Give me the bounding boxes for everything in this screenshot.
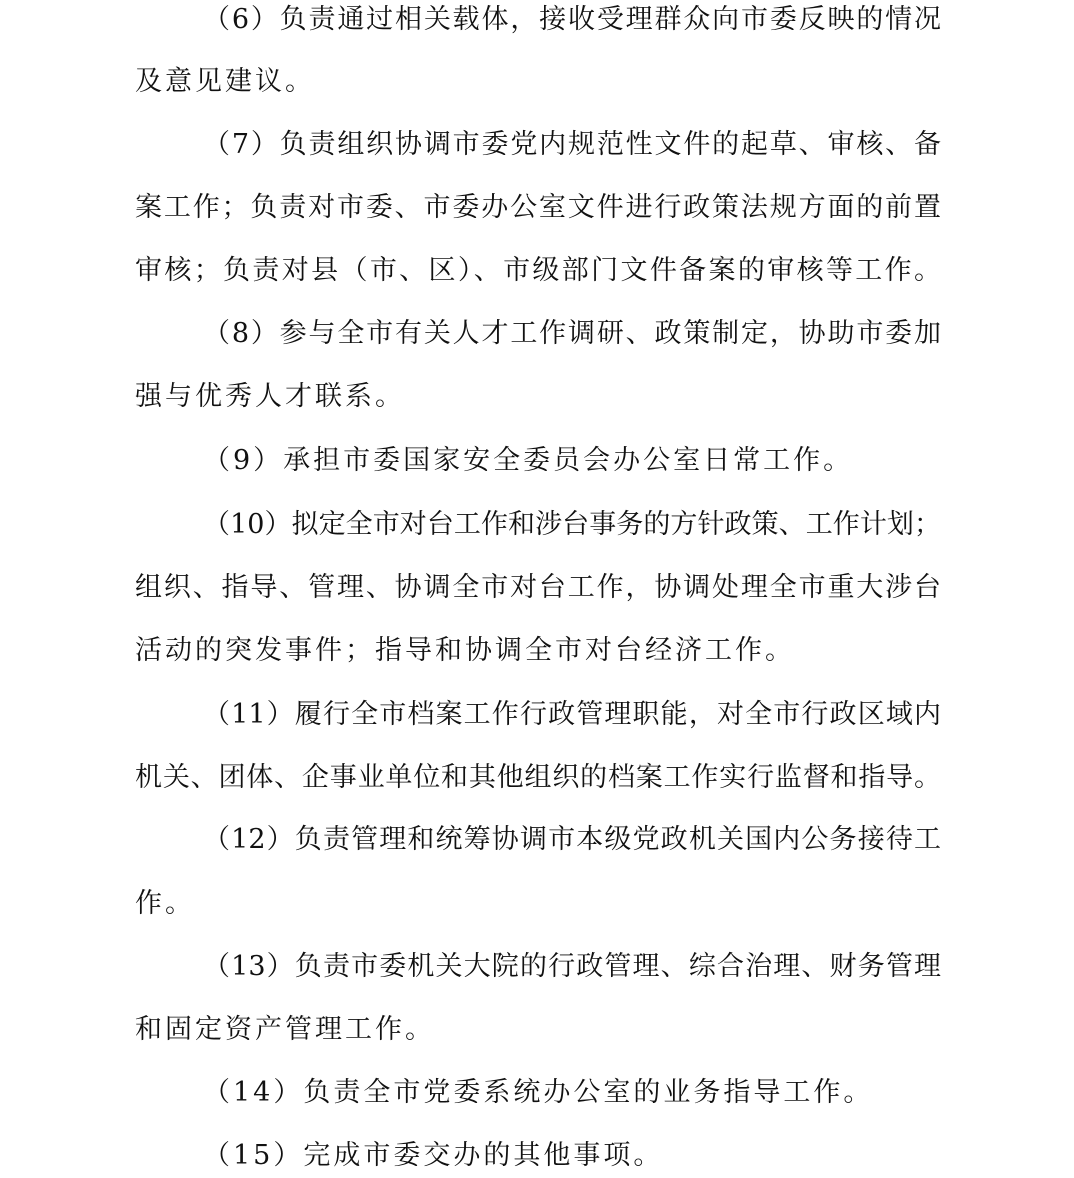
paragraph-10-line-3: 活动的突发事件；指导和协调全市对台经济工作。 bbox=[135, 635, 795, 666]
paragraph-13-line-2: 和固定资产管理工作。 bbox=[135, 1014, 435, 1045]
paragraph-6-line-2: 及意见建议。 bbox=[135, 66, 315, 97]
paragraph-8-line-1: （8）参与全市有关人才工作调研、政策制定，协助市委加 bbox=[203, 318, 941, 349]
paragraph-10-line-1: （10）拟定全市对台工作和涉台事务的方针政策、工作计划； bbox=[203, 509, 941, 540]
paragraph-7-line-1: （7）负责组织协调市委党内规范性文件的起草、审核、备 bbox=[203, 129, 941, 160]
paragraph-14-line-1: （14）负责全市党委系统办公室的业务指导工作。 bbox=[203, 1077, 874, 1108]
paragraph-11-line-2: 机关、团体、企事业单位和其他组织的档案工作实行监督和指导。 bbox=[135, 762, 941, 793]
paragraph-7-line-3: 审核；负责对县（市、区）、市级部门文件备案的审核等工作。 bbox=[135, 255, 941, 286]
paragraph-8-line-2: 强与优秀人才联系。 bbox=[135, 381, 405, 412]
paragraph-13-line-1: （13）负责市委机关大院的行政管理、综合治理、财务管理 bbox=[203, 951, 941, 982]
paragraph-15-line-1: （15）完成市委交办的其他事项。 bbox=[203, 1140, 664, 1171]
paragraph-12-line-2: 作。 bbox=[135, 888, 195, 919]
paragraph-7-line-2: 案工作；负责对市委、市委办公室文件进行政策法规方面的前置 bbox=[135, 192, 941, 223]
paragraph-10-line-2: 组织、指导、管理、协调全市对台工作，协调处理全市重大涉台 bbox=[135, 572, 941, 603]
paragraph-12-line-1: （12）负责管理和统筹协调市本级党政机关国内公务接待工 bbox=[203, 824, 941, 855]
paragraph-9-line-1: （9）承担市委国家安全委员会办公室日常工作。 bbox=[203, 445, 854, 476]
paragraph-11-line-1: （11）履行全市档案工作行政管理职能，对全市行政区域内 bbox=[203, 699, 941, 730]
paragraph-6-line-1: （6）负责通过相关载体，接收受理群众向市委反映的情况 bbox=[203, 4, 941, 35]
